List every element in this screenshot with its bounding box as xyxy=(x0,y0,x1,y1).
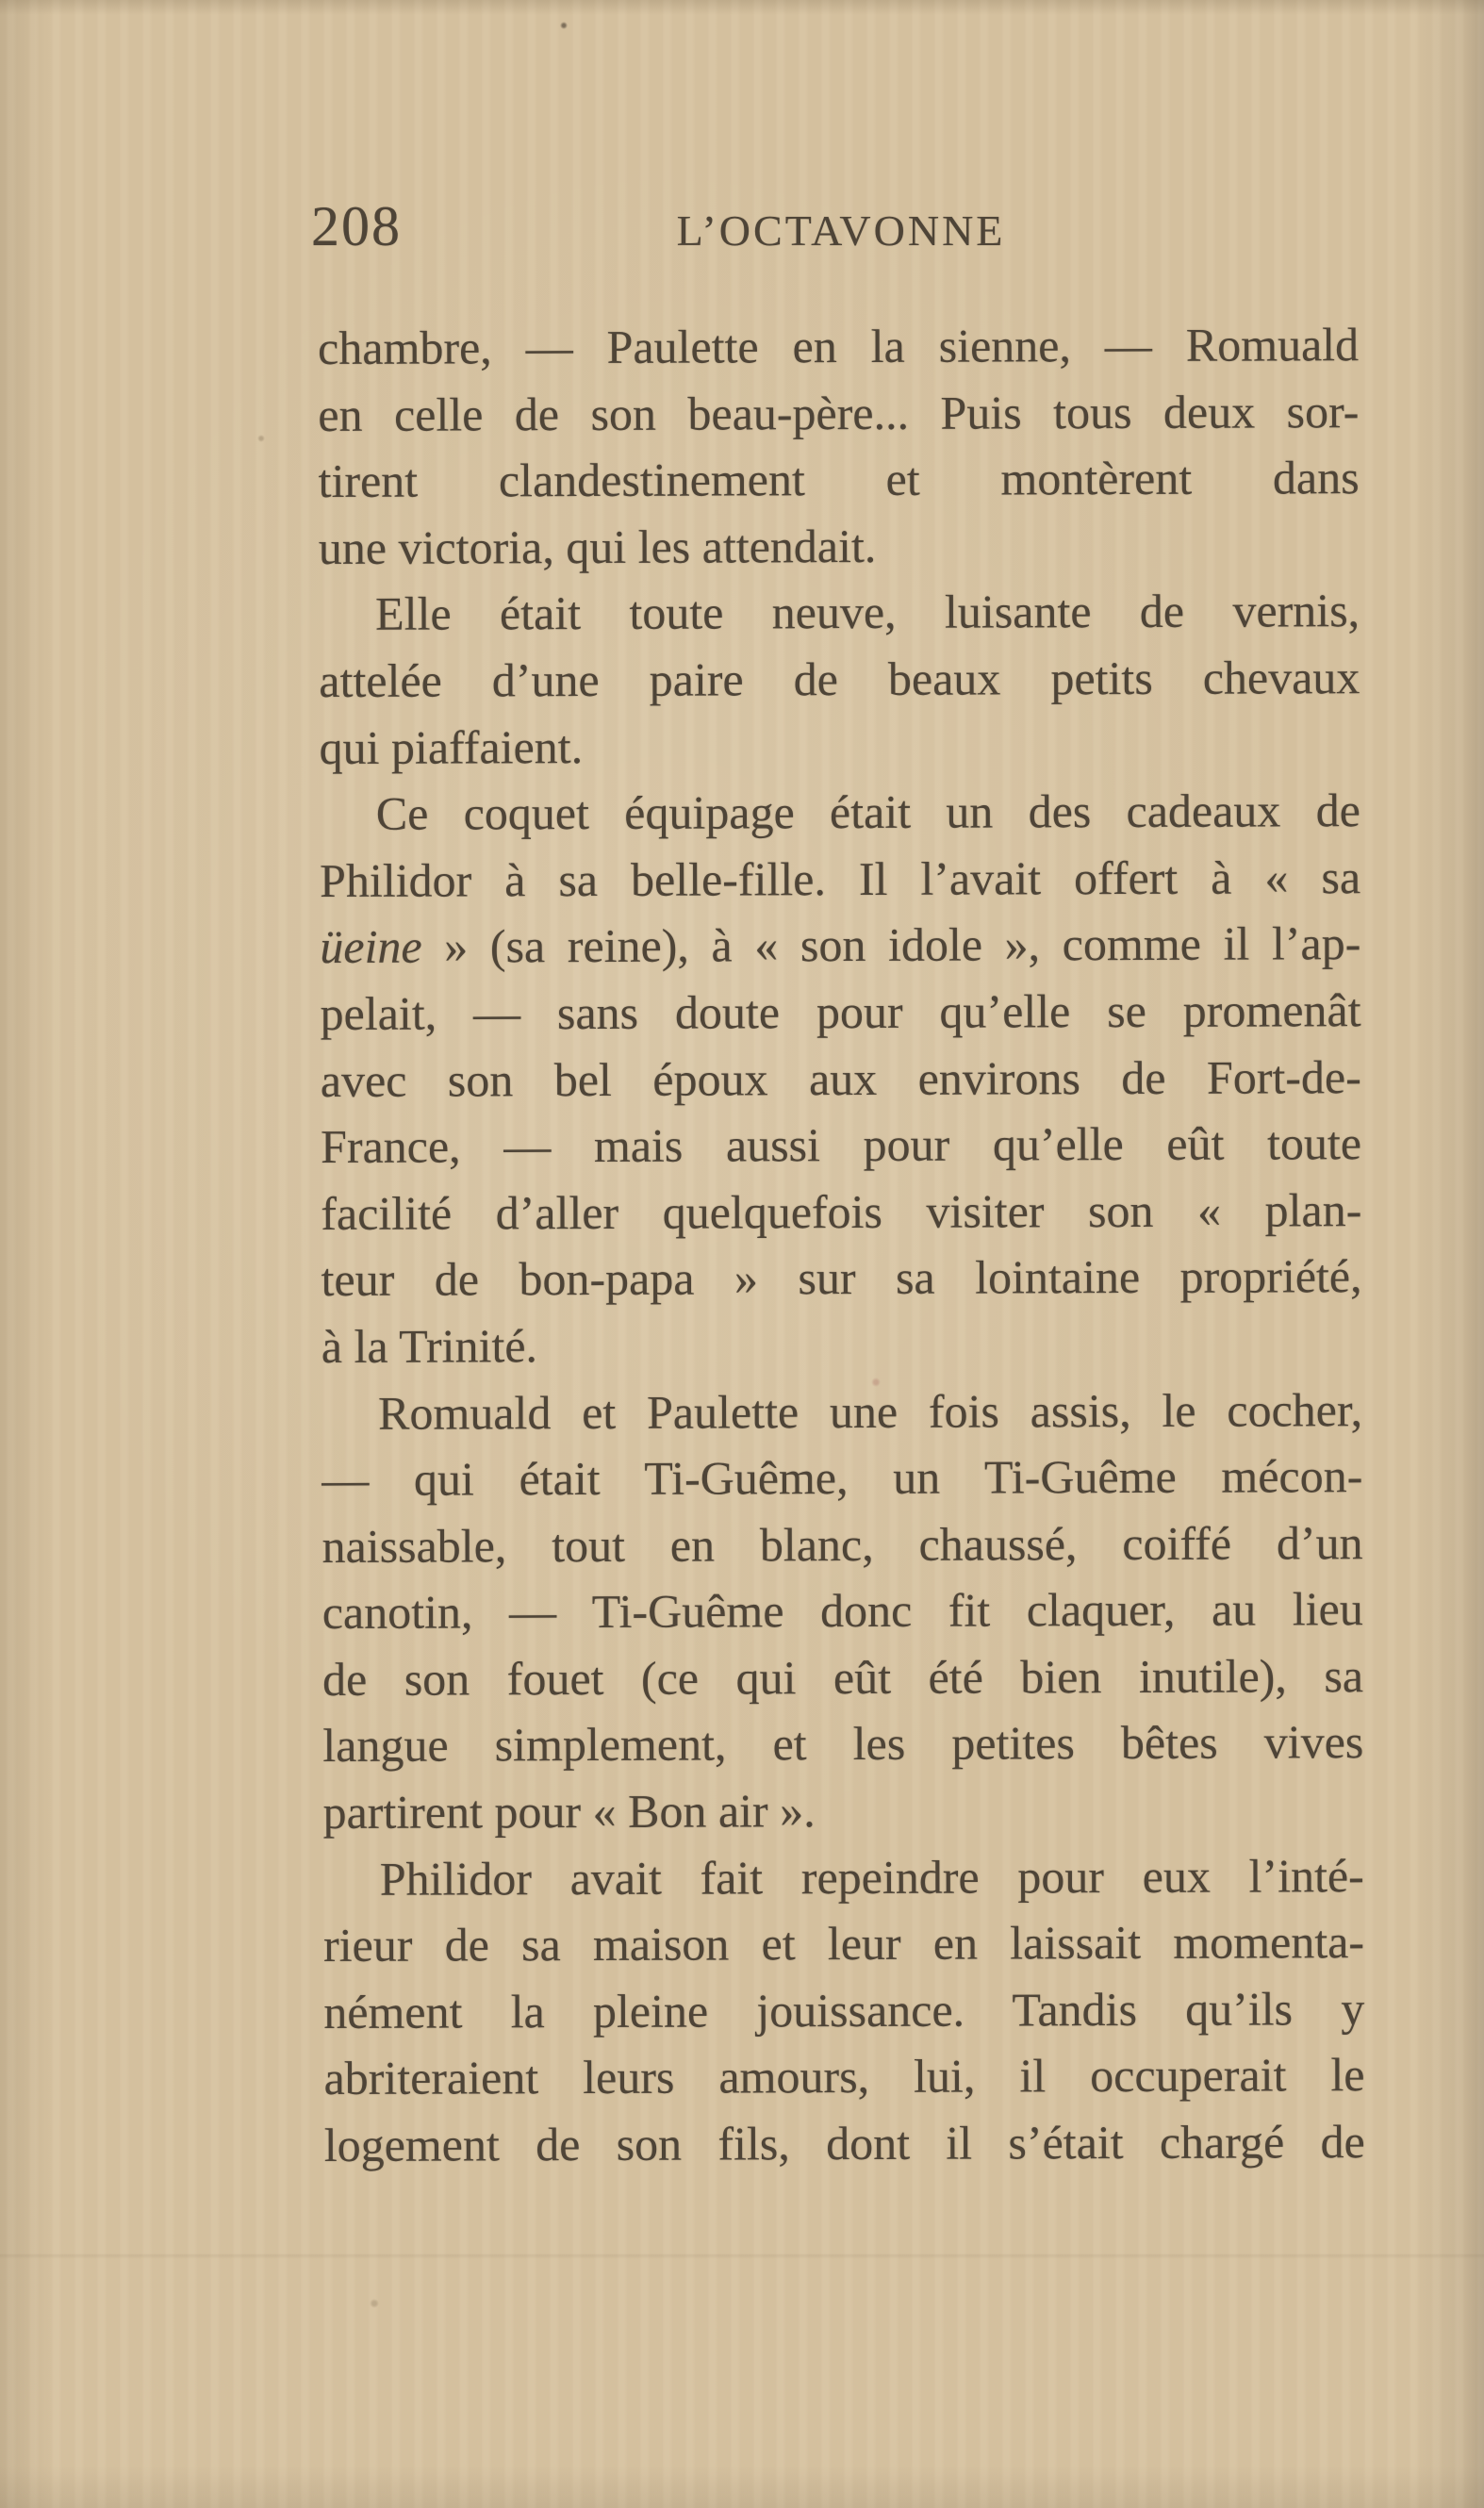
text-line: Elle était toute neuve, luisante de vernis, xyxy=(375,584,1360,641)
text-line: naissable, tout en blanc, chaussé, coiffé d’un xyxy=(322,1515,1363,1573)
text-line: France, — mais aussi pour qu’elle eût toute xyxy=(320,1116,1362,1174)
text-line: qui piaffaient. xyxy=(319,719,584,774)
text-line: rieur de sa maison et leur en laissait momenta- xyxy=(322,1915,1365,1972)
text-line: tirent clandestinement et montèrent dans xyxy=(318,451,1360,508)
text-line: de son fouet (ce qui eût été bien inutile), sa xyxy=(322,1649,1364,1706)
text-line: teur de bon-papa » sur sa lointaine propriété, xyxy=(321,1249,1362,1307)
text-line: avec son bel époux aux environs de Fort-de- xyxy=(320,1049,1361,1107)
page-number: 208 xyxy=(311,195,402,257)
text-line: logement de son fils, dont il s’était chargé de xyxy=(323,2115,1365,2172)
running-title: L’OCTAVONNE xyxy=(676,206,1006,255)
text-line: Philidor avait fait repeindre pour eux l’inté- xyxy=(379,1848,1364,1906)
text-line: Ce coquet équipage était un des cadeaux de xyxy=(375,784,1360,840)
text-line: canotin, — Ti-Guême donc fit claquer, au lieu xyxy=(322,1582,1363,1640)
text-line: chambre, — Paulette en la sienne, — Romuald xyxy=(318,318,1360,374)
text-line: nément la pleine jouissance. Tandis qu’ils y xyxy=(323,1981,1365,2038)
text-line: abriteraient leurs amours, lui, il occuperait le xyxy=(323,2048,1365,2105)
text-line: langue simplement, et les petites bêtes vives xyxy=(322,1715,1364,1773)
text-line: pelait, — sans doute pour qu’elle se promenât xyxy=(320,983,1361,1040)
text-line: attelée d’une paire de beaux petits chevaux xyxy=(319,651,1360,707)
text-line: Romuald et Paulette une fois assis, le cocher, xyxy=(377,1382,1363,1440)
page-body xyxy=(318,311,1365,2178)
text-line: partirent pour « Bon air ». xyxy=(322,1784,816,1840)
text-line: facilité d’aller quelquefois visiter son « plan- xyxy=(321,1182,1362,1240)
text-line: Philidor à sa belle-fille. Il l’avait offert à « sa xyxy=(319,850,1361,907)
text-line: — qui était Ti-Guême, un Ti-Guême mécon- xyxy=(322,1449,1363,1507)
text-line: üeine » (sa reine), à « son idole », comme il l’ap- xyxy=(320,916,1361,974)
text-line: en celle de son beau-père... Puis tous deux sor- xyxy=(318,384,1360,441)
text-line: à la Trinité. xyxy=(321,1319,538,1373)
text-line: une victoria, qui les attendait. xyxy=(318,519,877,574)
